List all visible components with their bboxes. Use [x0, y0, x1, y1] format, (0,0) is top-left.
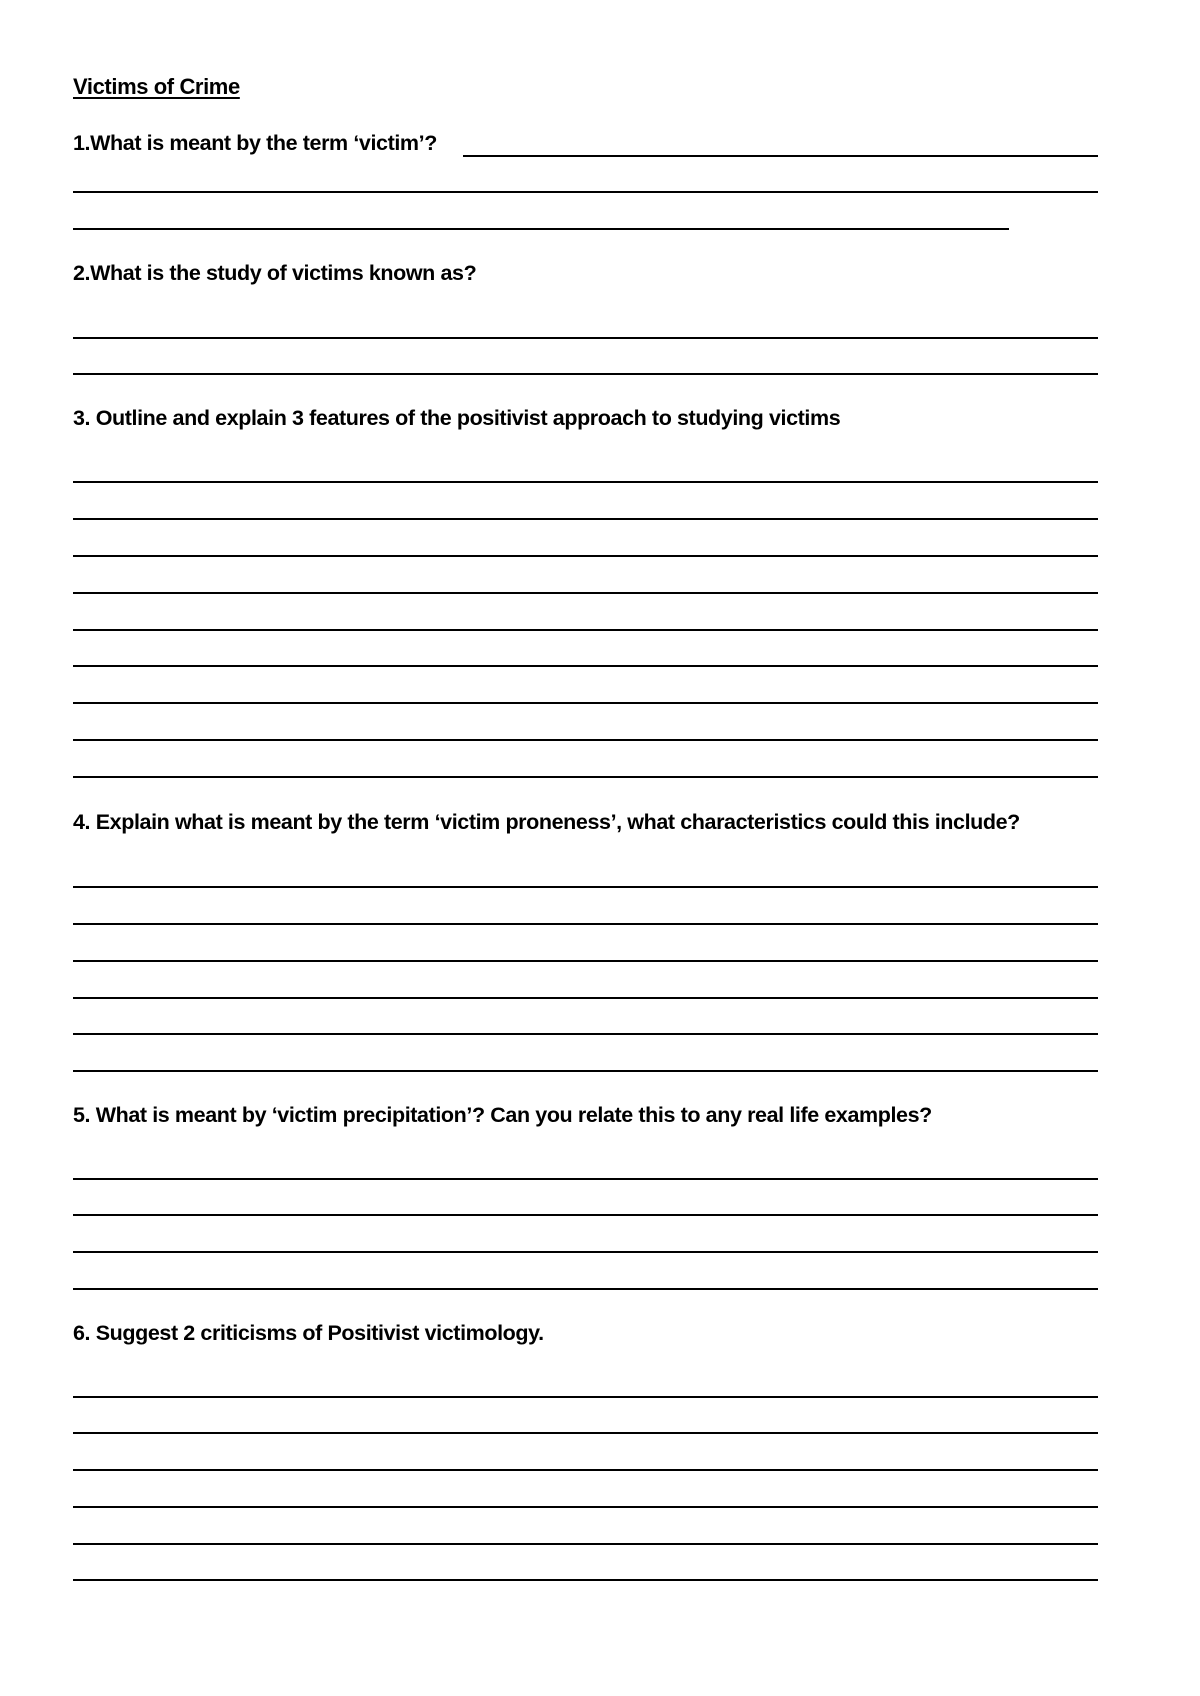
q3-answer-line[interactable] — [73, 702, 1098, 704]
q6-answer-line[interactable] — [73, 1396, 1098, 1398]
q5-answer-line[interactable] — [73, 1251, 1098, 1253]
q4-answer-line[interactable] — [73, 1070, 1098, 1072]
q3-answer-line[interactable] — [73, 776, 1098, 778]
question-2-number: 2. — [73, 261, 91, 285]
q6-answer-line[interactable] — [73, 1506, 1098, 1508]
question-3-number: 3. — [73, 406, 91, 430]
q2-answer-line[interactable] — [73, 337, 1098, 339]
q3-answer-line[interactable] — [73, 555, 1098, 557]
q1-answer-line[interactable] — [73, 191, 1098, 193]
q1-answer-line[interactable] — [73, 228, 1009, 230]
q4-answer-line[interactable] — [73, 997, 1098, 999]
q5-answer-line[interactable] — [73, 1178, 1098, 1180]
q4-answer-line[interactable] — [73, 886, 1098, 888]
q6-answer-line[interactable] — [73, 1543, 1098, 1545]
question-4-number: 4. — [73, 810, 91, 834]
q1-answer-line-inline[interactable] — [463, 155, 1098, 157]
question-2-text: What is the study of victims known as? — [90, 261, 477, 285]
question-4-text: Explain what is meant by the term ‘victim proneness’, what characteristics could this include? — [90, 810, 1020, 834]
question-1-number: 1. — [73, 131, 91, 155]
question-1-text: What is meant by the term ‘victim’? — [90, 131, 437, 155]
question-6 — [73, 1321, 544, 1346]
question-4 — [73, 810, 1020, 835]
q3-answer-line[interactable] — [73, 665, 1098, 667]
q3-answer-line[interactable] — [73, 739, 1098, 741]
question-6-number: 6. — [73, 1321, 91, 1345]
q3-answer-line[interactable] — [73, 592, 1098, 594]
q3-answer-line[interactable] — [73, 481, 1098, 483]
q5-answer-line[interactable] — [73, 1214, 1098, 1216]
q5-answer-line[interactable] — [73, 1288, 1098, 1290]
q3-answer-line[interactable] — [73, 518, 1098, 520]
worksheet-title: Victims of Crime — [73, 74, 240, 99]
question-3 — [73, 406, 840, 431]
q6-answer-line[interactable] — [73, 1469, 1098, 1471]
q3-answer-line[interactable] — [73, 629, 1098, 631]
question-1 — [73, 131, 437, 156]
question-2 — [73, 261, 476, 286]
q4-answer-line[interactable] — [73, 923, 1098, 925]
question-3-text: Outline and explain 3 features of the positivist approach to studying victims — [90, 406, 841, 430]
q2-answer-line[interactable] — [73, 373, 1098, 375]
question-5-text: What is meant by ‘victim precipitation’? Can you relate this to any real life examples? — [90, 1103, 932, 1127]
question-5-number: 5. — [73, 1103, 91, 1127]
q4-answer-line[interactable] — [73, 1033, 1098, 1035]
q6-answer-line[interactable] — [73, 1579, 1098, 1581]
q6-answer-line[interactable] — [73, 1432, 1098, 1434]
question-6-text: Suggest 2 criticisms of Positivist victimology. — [90, 1321, 544, 1345]
q4-answer-line[interactable] — [73, 960, 1098, 962]
question-5 — [73, 1103, 932, 1128]
